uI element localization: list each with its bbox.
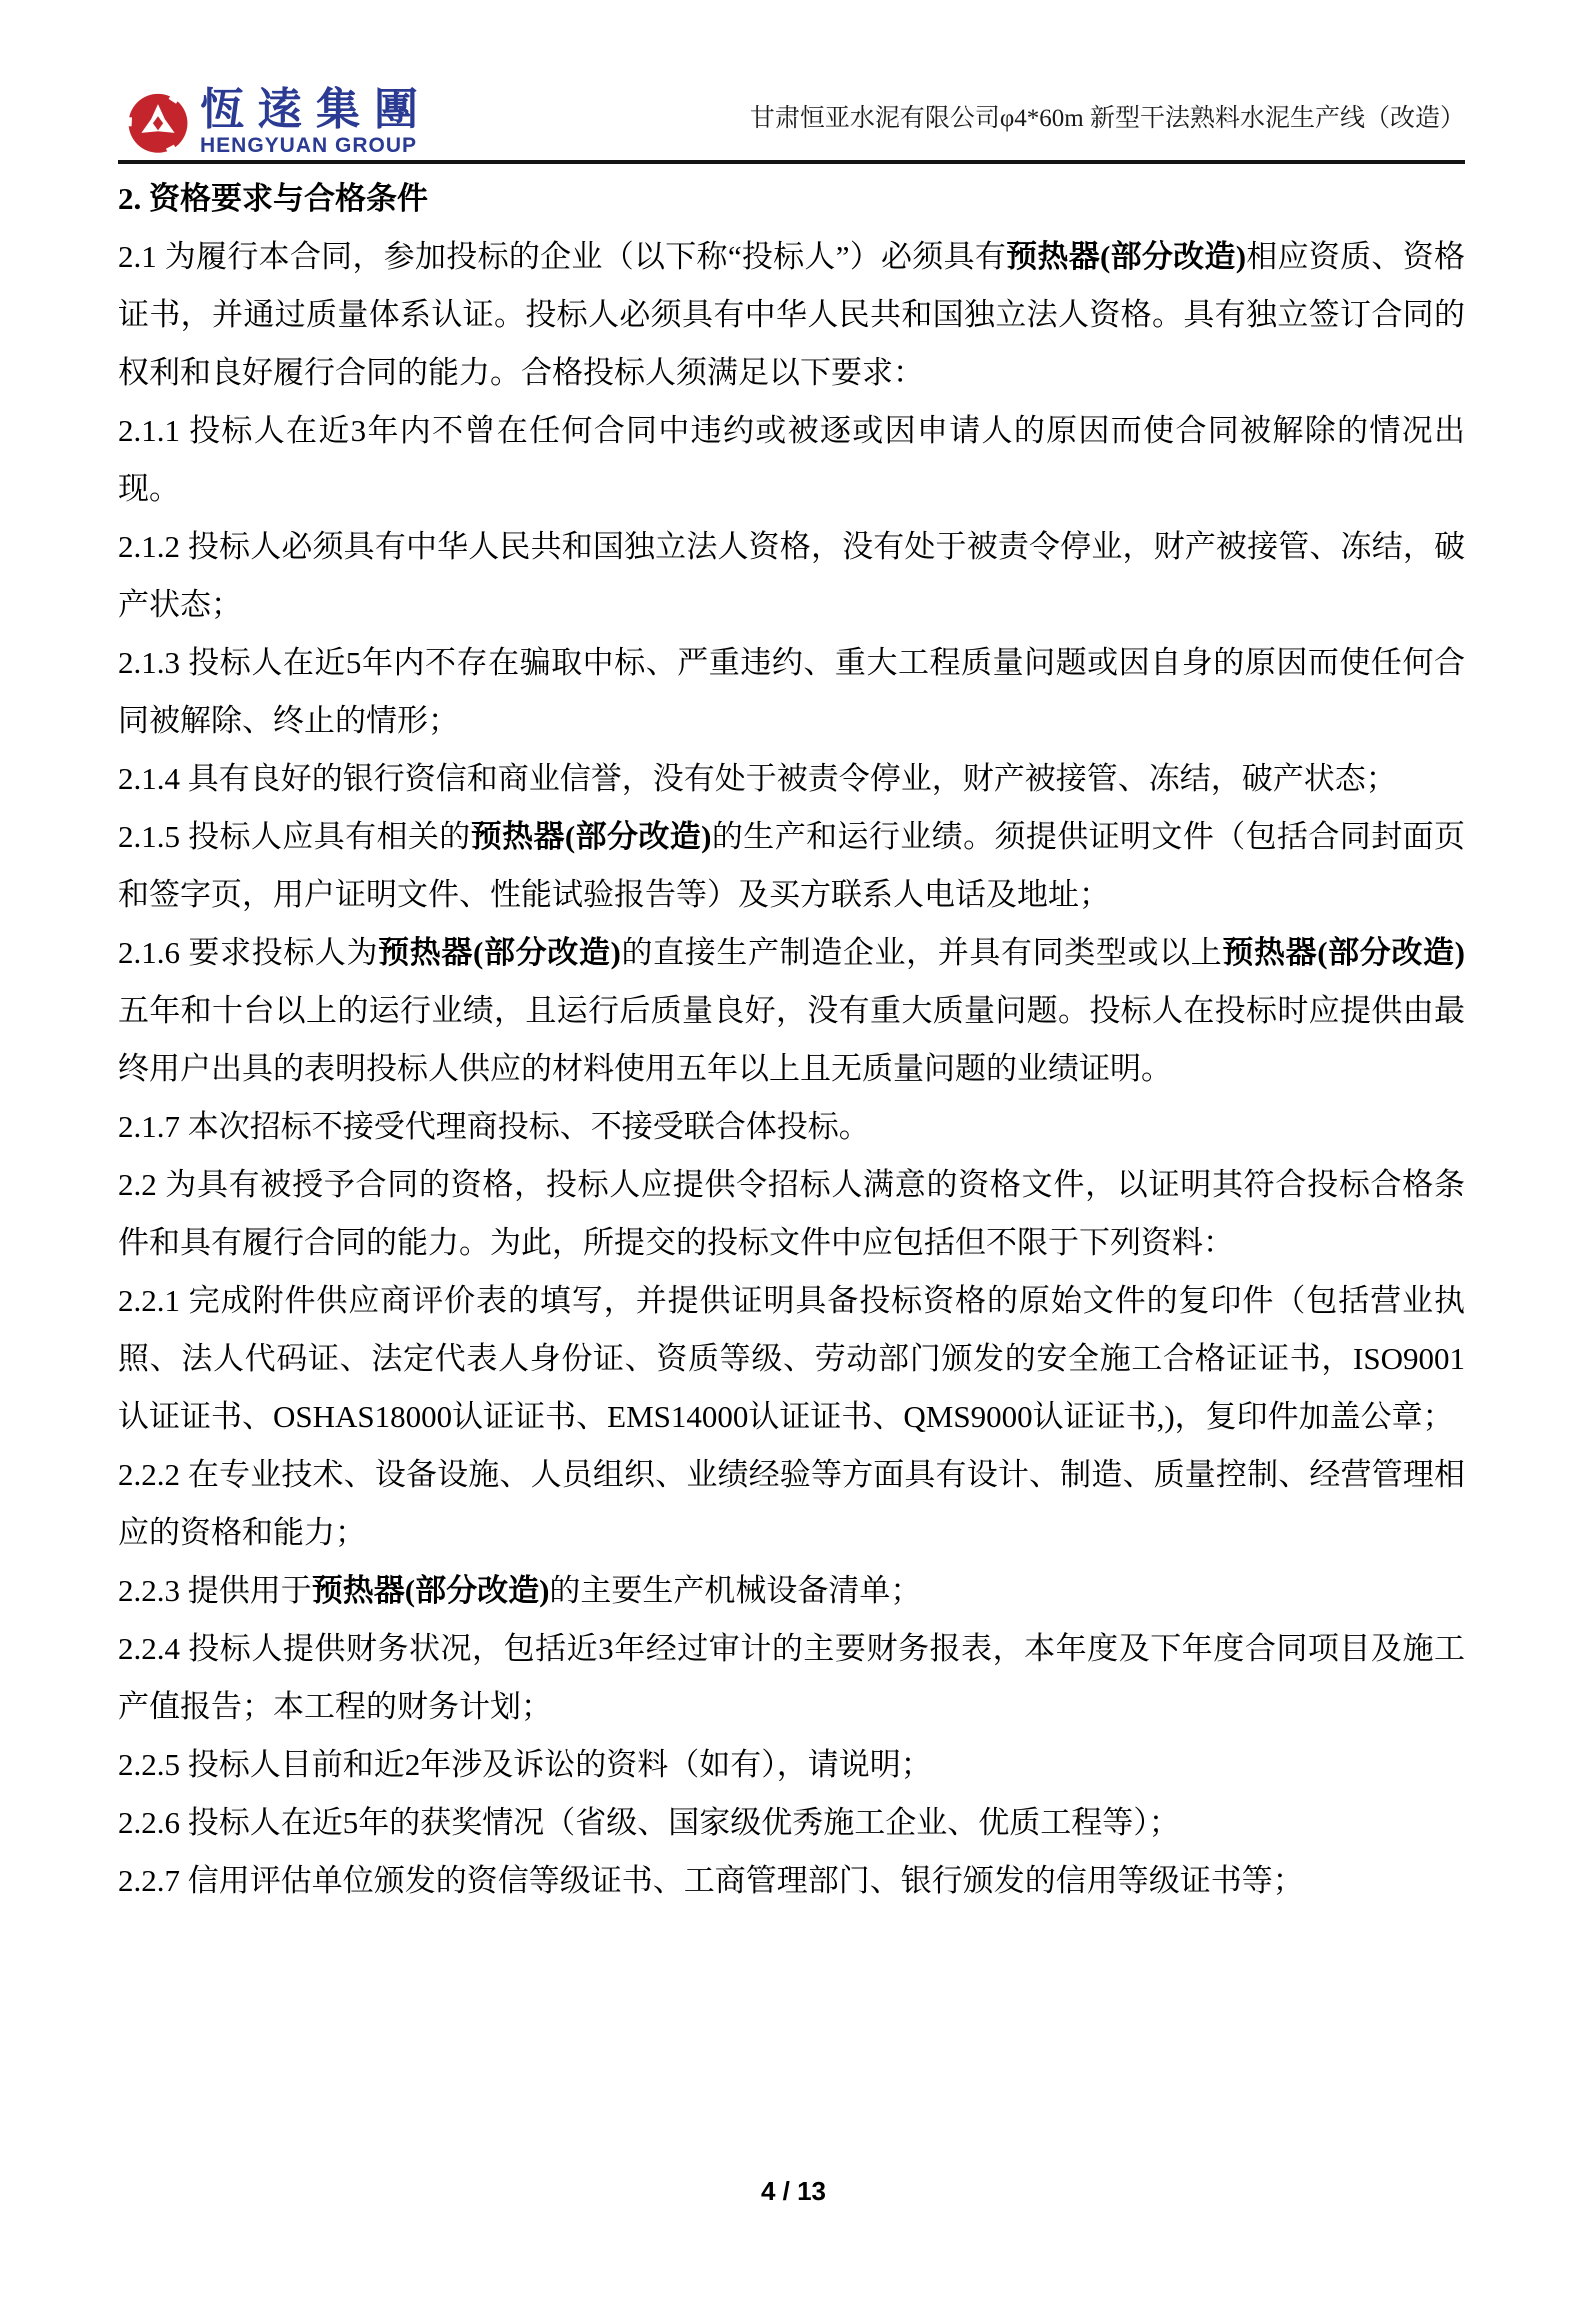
paragraph	[118, 1562, 1465, 1620]
hengyuan-emblem-icon	[126, 88, 190, 156]
text-run: 2.1.6 要求投标人为	[118, 935, 379, 970]
paragraph	[118, 228, 1465, 402]
text-run: 2.2.4 投标人提供财务状况，包括近3年经过审计的主要财务报表，本年度及下年度合同项目及施工产值报告；本工程的财务计划；	[118, 1631, 1465, 1724]
paragraph-list	[118, 228, 1465, 1910]
section-heading: 2. 资格要求与合格条件	[118, 181, 428, 216]
logo-text	[200, 86, 432, 158]
paragraph	[118, 1272, 1465, 1446]
paragraph	[118, 518, 1465, 634]
text-run: 2.2.1 完成附件供应商评价表的填写，并提供证明具备投标资格的原始文件的复印件（包括营业执照、法人代码证、法定代表人身份证、资质等级、劳动部门颁发的安全施工合格证证书，ISO9001认证证书、OSHAS18000认证证书、EMS14000认证证书、QMS9000认证证书,)，复印件加盖公章；	[118, 1283, 1465, 1434]
text-run: 2.2 为具有被授予合同的资格，投标人应提供令招标人满意的资格文件，以证明其符合投标合格条件和具有履行合同的能力。为此，所提交的投标文件中应包括但不限于下列资料：	[118, 1167, 1465, 1260]
page-header	[118, 0, 1465, 164]
page-number: 4 / 13	[760, 2176, 827, 2206]
text-run: 的直接生产制造企业，并具有同类型或以上	[620, 935, 1223, 970]
paragraph	[118, 634, 1465, 750]
text-run: 2.1.4 具有良好的银行资信和商业信誉，没有处于被责令停业，财产被接管、冻结，破产状态；	[118, 761, 1397, 796]
text-run: 2.1.2 投标人必须具有中华人民共和国独立法人资格，没有处于被责令停业，财产被接管、冻结，破产状态；	[118, 529, 1465, 622]
text-run: 2.2.3 提供用于	[118, 1573, 312, 1608]
text-run: 2.2.7 信用评估单位颁发的资信等级证书、工商管理部门、银行颁发的信用等级证书等；	[118, 1863, 1304, 1898]
paragraph	[118, 750, 1465, 808]
paragraph	[118, 1852, 1465, 1910]
bold-run: 预热器(部分改造)	[311, 1573, 550, 1608]
paragraph	[118, 1620, 1465, 1736]
text-run: 2.1.5 投标人应具有相关的	[118, 819, 471, 854]
text-run: 相应资质、资格证书，并通过质量体系认证。投标人必须具有中华人民共和国独立法人资格。具有独立签订合同的权利和良好履行合同的能力。合格投标人须满足以下要求：	[118, 239, 1465, 390]
paragraph	[118, 924, 1465, 1098]
document-body	[118, 164, 1465, 1910]
company-logo	[126, 86, 432, 160]
text-run: 2.2.6 投标人在近5年的获奖情况（省级、国家级优秀施工企业、优质工程等）；	[118, 1805, 1180, 1840]
page-footer	[0, 2176, 1587, 2207]
text-run: 2.1.3 投标人在近5年内不存在骗取中标、严重违约、重大工程质量问题或因自身的原因而使任何合同被解除、终止的情形；	[118, 645, 1465, 738]
text-run: 的生产和运行业绩。须提供证明文件（包括合同封面页和签字页，用户证明文件、性能试验报告等）及买方联系人电话及地址；	[118, 819, 1465, 912]
bold-run: 预热器(部分改造)	[1006, 239, 1247, 274]
text-run: 2.1.7 本次招标不接受代理商投标、不接受联合体投标。	[118, 1109, 870, 1144]
logo-en-text: HENGYUAN GROUP	[200, 134, 418, 157]
paragraph	[118, 1446, 1465, 1562]
text-run: 2.1.1 投标人在近3年内不曾在任何合同中违约或被逐或因申请人的原因而使合同被解除的情况出现。	[118, 413, 1465, 506]
bold-run: 预热器(部分改造)	[470, 819, 712, 854]
paragraph	[118, 808, 1465, 924]
paragraph	[118, 402, 1465, 518]
text-run: 的主要生产机械设备清单；	[549, 1573, 922, 1608]
text-run: 2.2.5 投标人目前和近2年涉及诉讼的资料（如有），请说明；	[118, 1747, 932, 1782]
paragraph	[118, 1794, 1465, 1852]
text-run: 2.2.2 在专业技术、设备设施、人员组织、业绩经验等方面具有设计、制造、质量控制、经营管理相应的资格和能力；	[118, 1457, 1465, 1550]
bold-run: 预热器(部分改造)	[1222, 935, 1466, 970]
text-run: 2.1 为履行本合同，参加投标的企业（以下称“投标人”）必须具有	[118, 239, 1007, 274]
text-run: 五年和十台以上的运行业绩，且运行后质量良好，没有重大质量问题。投标人在投标时应提供由最终用户出具的表明投标人供应的材料使用五年以上且无质量问题的业绩证明。	[118, 993, 1465, 1086]
paragraph	[118, 1156, 1465, 1272]
document-header-title: 甘肃恒亚水泥有限公司φ4*60m 新型干法熟料水泥生产线（改造）	[749, 105, 1465, 132]
bold-run: 预热器(部分改造)	[378, 935, 621, 970]
paragraph	[118, 1098, 1465, 1156]
paragraph	[118, 1736, 1465, 1794]
logo-cn-text: 恆逺集團	[200, 85, 432, 134]
